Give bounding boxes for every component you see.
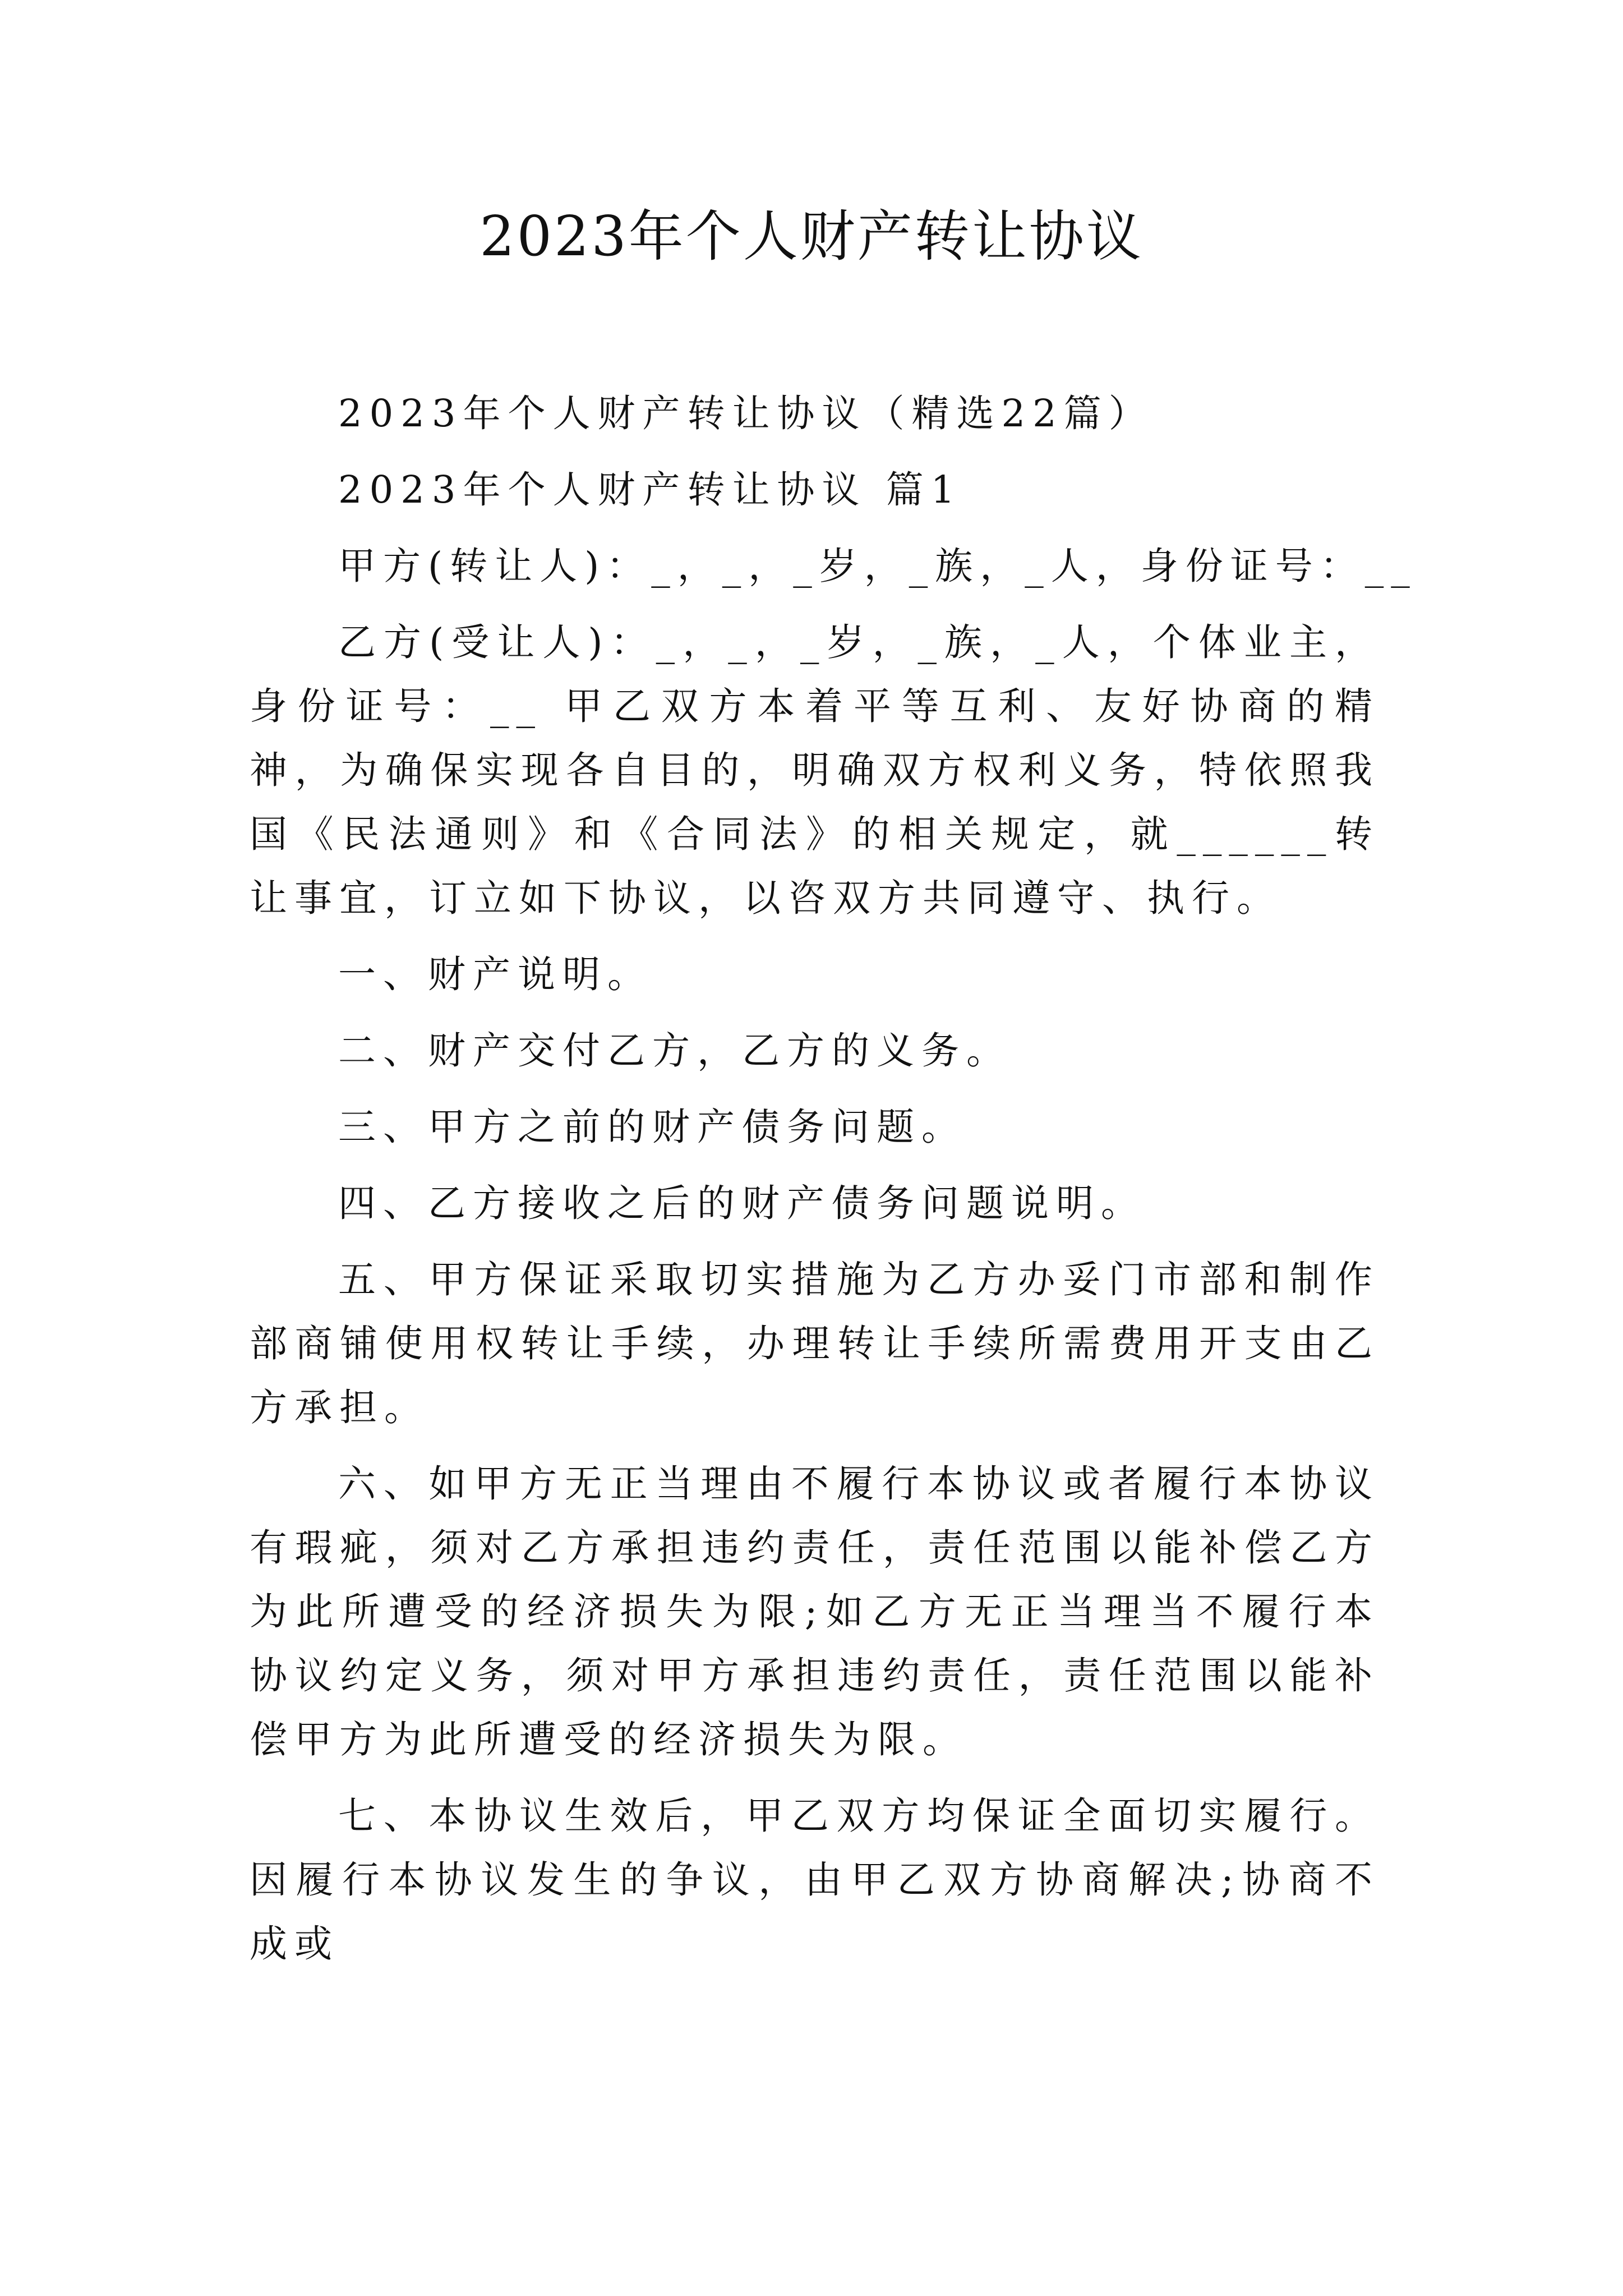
paragraph-collection-heading: 2023年个人财产转让协议（精选22篇） — [338, 392, 1154, 435]
paragraph-party-b: 乙方(受让人)：_，_，_岁，_族，_人，个体业主，身份证号：__ 甲乙双方本着平等互利、友好协商的精神，为确保实现各自目的，明确双方权利义务，特依照我国《民法通则》和《合同法》的相关规定，就______转让事宜，订立如下协议，以咨双方共同遵守、执行。 — [250, 620, 1380, 920]
document-body — [250, 381, 1417, 1988]
paragraph-clause-3: 三、甲方之前的财产债务问题。 — [338, 1105, 966, 1149]
paragraph-clause-2: 二、财产交付乙方，乙方的义务。 — [338, 1029, 1011, 1073]
paragraph-clause-1: 一、财产说明。 — [338, 953, 652, 996]
paragraph-party-a: 甲方(转让人)：_，_，_岁，_族，_人，身份证号：__ — [338, 544, 1417, 588]
paragraph-clause-7: 七、本协议生效后，甲乙双方均保证全面切实履行。因履行本协议发生的争议，由甲乙双方协商解决;协商不成或 — [250, 1794, 1380, 1966]
document-title: 2023年个人财产转让协议 — [479, 205, 1144, 269]
paragraph-clause-6: 六、如甲方无正当理由不履行本协议或者履行本协议有瑕疵，须对乙方承担违约责任，责任范围以能补偿乙方为此所遭受的经济损失为限;如乙方无正当理当不履行本协议约定义务，须对甲方承担违约责任，责任范围以能补偿甲方为此所遭受的经济损失为限。 — [250, 1462, 1380, 1761]
paragraph-clause-5: 五、甲方保证采取切实措施为乙方办妥门市部和制作部商铺使用权转让手续，办理转让手续所需费用开支由乙方承担。 — [250, 1258, 1380, 1429]
paragraph-clause-4: 四、乙方接收之后的财产债务问题说明。 — [338, 1181, 1146, 1225]
paragraph-section-heading: 2023年个人财产转让协议 篇1 — [338, 468, 962, 512]
